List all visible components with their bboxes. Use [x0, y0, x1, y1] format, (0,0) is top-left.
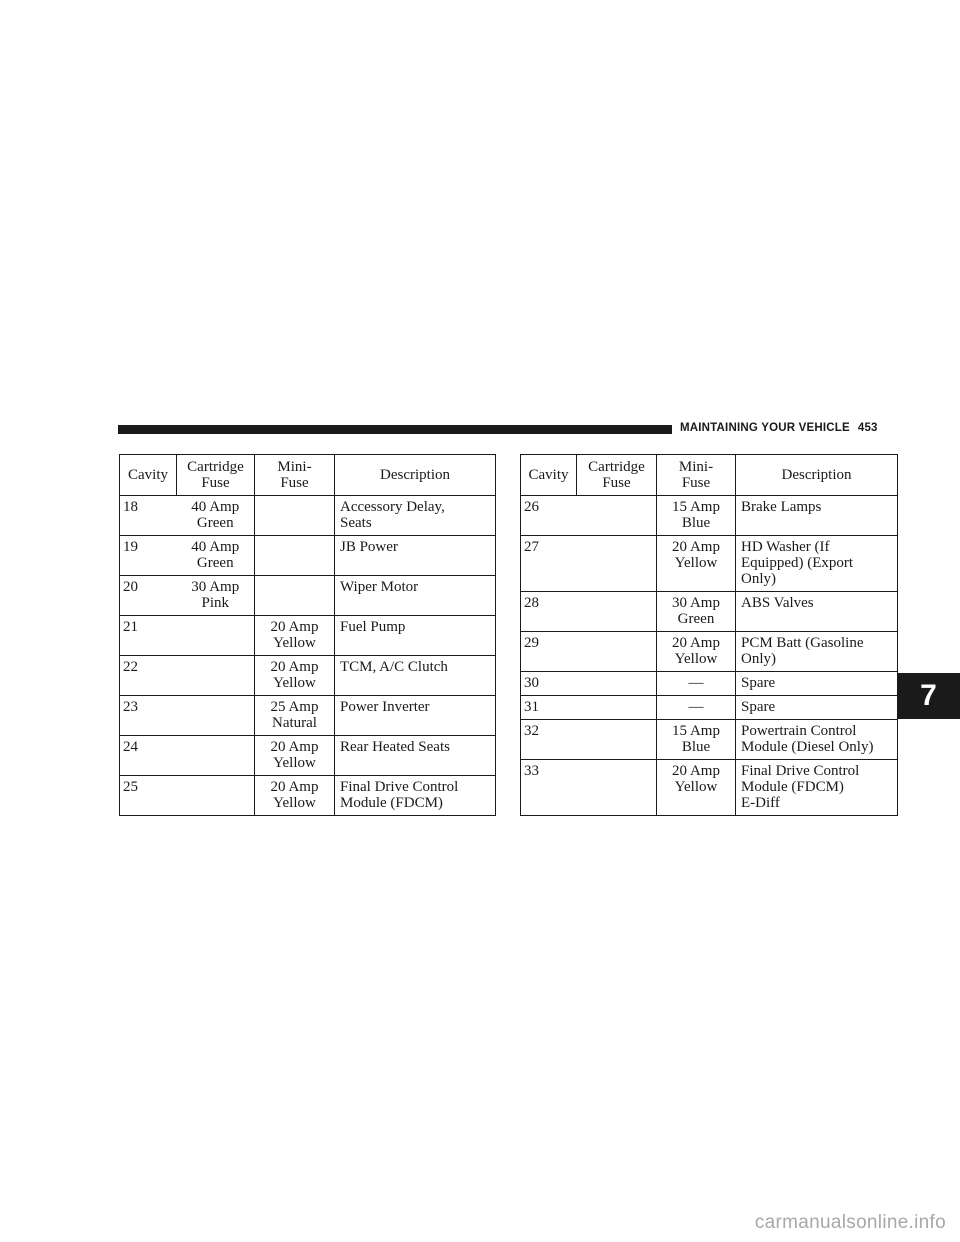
cartridge-fuse-cell: [577, 496, 657, 536]
mini-fuse-cell: 20 Amp Yellow: [657, 536, 736, 592]
table-row: [120, 536, 496, 576]
description-cell: Final Drive Control Module (FDCM) E-Diff: [736, 760, 898, 816]
mini-fuse-cell: 20 Amp Yellow: [255, 776, 335, 816]
mini-fuse-cell: [255, 496, 335, 536]
mini-fuse-cell: 20 Amp Yellow: [255, 616, 335, 656]
description-cell: Wiper Motor: [335, 576, 496, 616]
table-row: [521, 496, 898, 536]
col-cartridge-fuse: Cartridge Fuse: [577, 455, 657, 496]
col-cavity: Cavity: [521, 455, 577, 496]
description-cell: PCM Batt (Gasoline Only): [736, 632, 898, 672]
mini-fuse-cell: 15 Amp Blue: [657, 496, 736, 536]
cavity-cell: 21: [120, 616, 177, 656]
page-number: 453: [857, 422, 878, 434]
section-title: MAINTAINING YOUR VEHICLE: [680, 422, 850, 434]
running-header: [680, 422, 878, 434]
watermark: carmanualsonline.info: [754, 1212, 946, 1233]
table-row: [521, 672, 898, 696]
col-description: Description: [335, 455, 496, 496]
cavity-cell: 30: [521, 672, 577, 696]
table-row: [120, 616, 496, 656]
cavity-cell: 32: [521, 720, 577, 760]
table-row: [120, 736, 496, 776]
col-description: Description: [736, 455, 898, 496]
table-row: [120, 696, 496, 736]
cavity-cell: 26: [521, 496, 577, 536]
chapter-tab: 7: [897, 673, 960, 719]
table-row: [521, 632, 898, 672]
fuse-table-right: [520, 454, 898, 816]
table-row: [521, 760, 898, 816]
cartridge-fuse-cell: 40 Amp Green: [177, 536, 255, 576]
col-mini-fuse: Mini- Fuse: [255, 455, 335, 496]
cartridge-fuse-cell: 30 Amp Pink: [177, 576, 255, 616]
fuse-table-left: [119, 454, 496, 816]
mini-fuse-cell: 25 Amp Natural: [255, 696, 335, 736]
cartridge-fuse-cell: [577, 672, 657, 696]
mini-fuse-cell: 20 Amp Yellow: [255, 736, 335, 776]
cartridge-fuse-cell: [177, 616, 255, 656]
mini-fuse-cell: [255, 536, 335, 576]
mini-fuse-cell: —: [657, 696, 736, 720]
description-cell: HD Washer (If Equipped) (Export Only): [736, 536, 898, 592]
cavity-cell: 18: [120, 496, 177, 536]
description-cell: Brake Lamps: [736, 496, 898, 536]
description-cell: Accessory Delay, Seats: [335, 496, 496, 536]
cartridge-fuse-cell: [577, 696, 657, 720]
description-cell: JB Power: [335, 536, 496, 576]
description-cell: Powertrain Control Module (Diesel Only): [736, 720, 898, 760]
cavity-cell: 19: [120, 536, 177, 576]
table-row: [120, 576, 496, 616]
col-mini-fuse: Mini- Fuse: [657, 455, 736, 496]
col-cavity: Cavity: [120, 455, 177, 496]
cavity-cell: 29: [521, 632, 577, 672]
mini-fuse-cell: [255, 576, 335, 616]
description-cell: Spare: [736, 696, 898, 720]
cavity-cell: 28: [521, 592, 577, 632]
cartridge-fuse-cell: 40 Amp Green: [177, 496, 255, 536]
cavity-cell: 22: [120, 656, 177, 696]
mini-fuse-cell: 30 Amp Green: [657, 592, 736, 632]
cartridge-fuse-cell: [577, 720, 657, 760]
cavity-cell: 25: [120, 776, 177, 816]
description-cell: Power Inverter: [335, 696, 496, 736]
table-row: [120, 656, 496, 696]
description-cell: Fuel Pump: [335, 616, 496, 656]
cartridge-fuse-cell: [177, 736, 255, 776]
cartridge-fuse-cell: [577, 592, 657, 632]
description-cell: TCM, A/C Clutch: [335, 656, 496, 696]
description-cell: Spare: [736, 672, 898, 696]
mini-fuse-cell: —: [657, 672, 736, 696]
col-cartridge-fuse: Cartridge Fuse: [177, 455, 255, 496]
cartridge-fuse-cell: [577, 760, 657, 816]
description-cell: ABS Valves: [736, 592, 898, 632]
header-rule: [118, 425, 672, 434]
mini-fuse-cell: 20 Amp Yellow: [657, 632, 736, 672]
mini-fuse-cell: 15 Amp Blue: [657, 720, 736, 760]
cavity-cell: 24: [120, 736, 177, 776]
cartridge-fuse-cell: [177, 696, 255, 736]
mini-fuse-cell: 20 Amp Yellow: [657, 760, 736, 816]
cartridge-fuse-cell: [177, 656, 255, 696]
cavity-cell: 27: [521, 536, 577, 592]
cavity-cell: 20: [120, 576, 177, 616]
description-cell: Final Drive Control Module (FDCM): [335, 776, 496, 816]
cartridge-fuse-cell: [577, 536, 657, 592]
cartridge-fuse-cell: [177, 776, 255, 816]
cartridge-fuse-cell: [577, 632, 657, 672]
table-row: [521, 720, 898, 760]
table-row: [521, 592, 898, 632]
table-row: [120, 776, 496, 816]
mini-fuse-cell: 20 Amp Yellow: [255, 656, 335, 696]
cavity-cell: 33: [521, 760, 577, 816]
cavity-cell: 23: [120, 696, 177, 736]
table-header-row: [521, 455, 898, 496]
description-cell: Rear Heated Seats: [335, 736, 496, 776]
table-row: [521, 536, 898, 592]
cavity-cell: 31: [521, 696, 577, 720]
table-row: [521, 696, 898, 720]
table-header-row: [120, 455, 496, 496]
table-row: [120, 496, 496, 536]
